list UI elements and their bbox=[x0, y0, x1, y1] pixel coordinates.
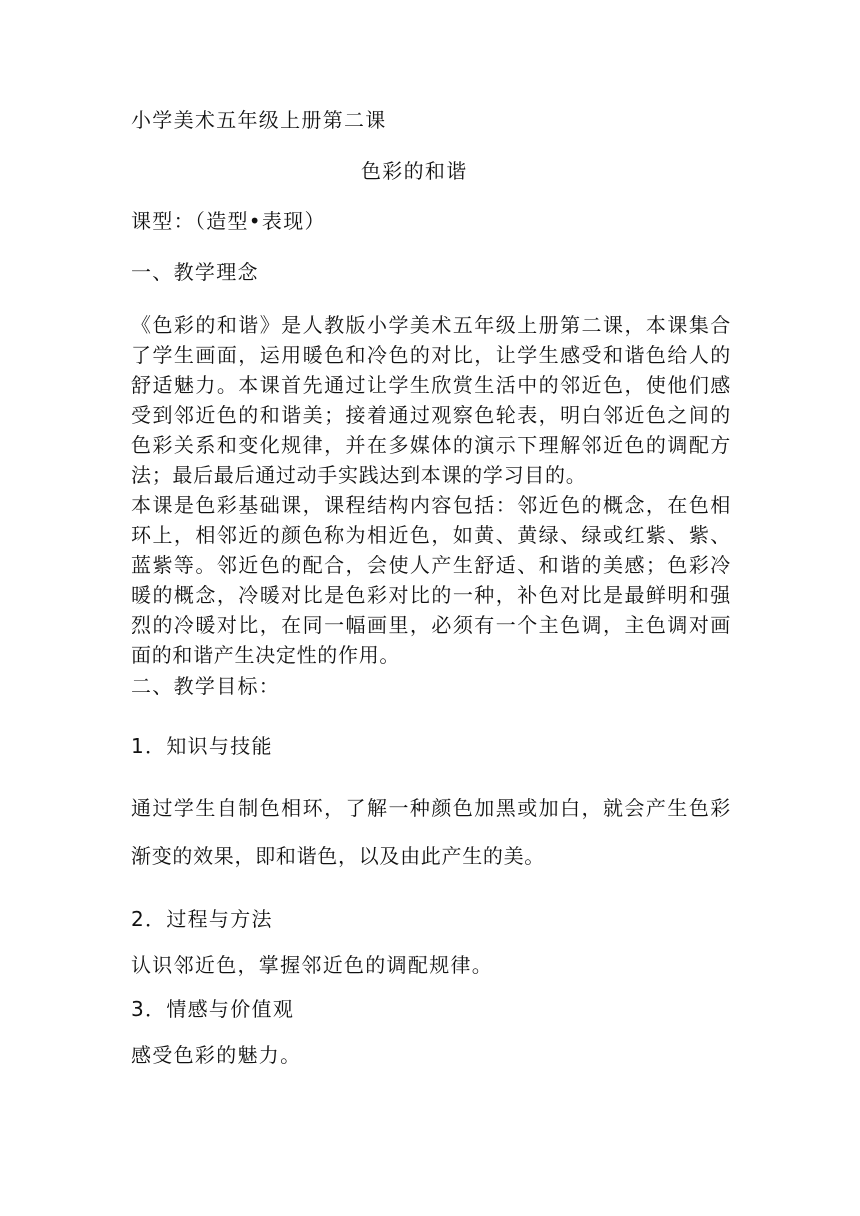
goal1-text: 通过学生自制色相环，了解一种颜色加黑或加白，就会产生色彩渐变的效果，即和谐色，以及由此产生的美。 bbox=[131, 796, 731, 868]
lesson-type: 课型：（造型•表现） bbox=[131, 209, 326, 233]
teaching-concept-paragraph-1: 《色彩的和谐》是人教版小学美术五年级上册第二课，本课集合了学生画面，运用暖色和冷色的对比，让学生感受和谐色给人的舒适魅力。本课首先通过让学生欣赏生活中的邻近色，使他们感受到邻近色的和谐美；接着通过观察色轮表，明白邻近色之间的色彩关系和变化规律，并在多媒体的演示下理解邻近色的调配方法；最后最后通过动手实践达到本课的学习目的。 bbox=[131, 313, 731, 487]
section2-heading: 二、教学目标： bbox=[131, 674, 281, 698]
goal2-heading: 2．过程与方法 bbox=[131, 907, 273, 931]
goal3-heading: 3．情感与价值观 bbox=[131, 997, 295, 1021]
subject-line: 小学美术五年级上册第二课 bbox=[131, 108, 387, 132]
section1-heading: 一、教学理念 bbox=[131, 260, 259, 284]
goal3-text: 感受色彩的魅力。 bbox=[131, 1043, 302, 1067]
teaching-concept-paragraph-2: 本课是色彩基础课，课程结构内容包括：邻近色的概念，在色相环上，相邻近的颜色称为相近色，如黄、黄绿、绿或红紫、紫、蓝紫等。邻近色的配合，会使人产生舒适、和谐的美感；色彩冷暖的概念，冷暖对比是色彩对比的一种，补色对比是最鲜明和强烈的冷暖对比，在同一幅画里，必须有一个主色调，主色调对画面的和谐产生决定性的作用。 bbox=[131, 493, 731, 667]
document-title: 色彩的和谐 bbox=[361, 159, 468, 183]
goal2-text: 认识邻近色，掌握邻近色的调配规律。 bbox=[131, 953, 494, 977]
goal1-heading: 1．知识与技能 bbox=[131, 734, 273, 758]
